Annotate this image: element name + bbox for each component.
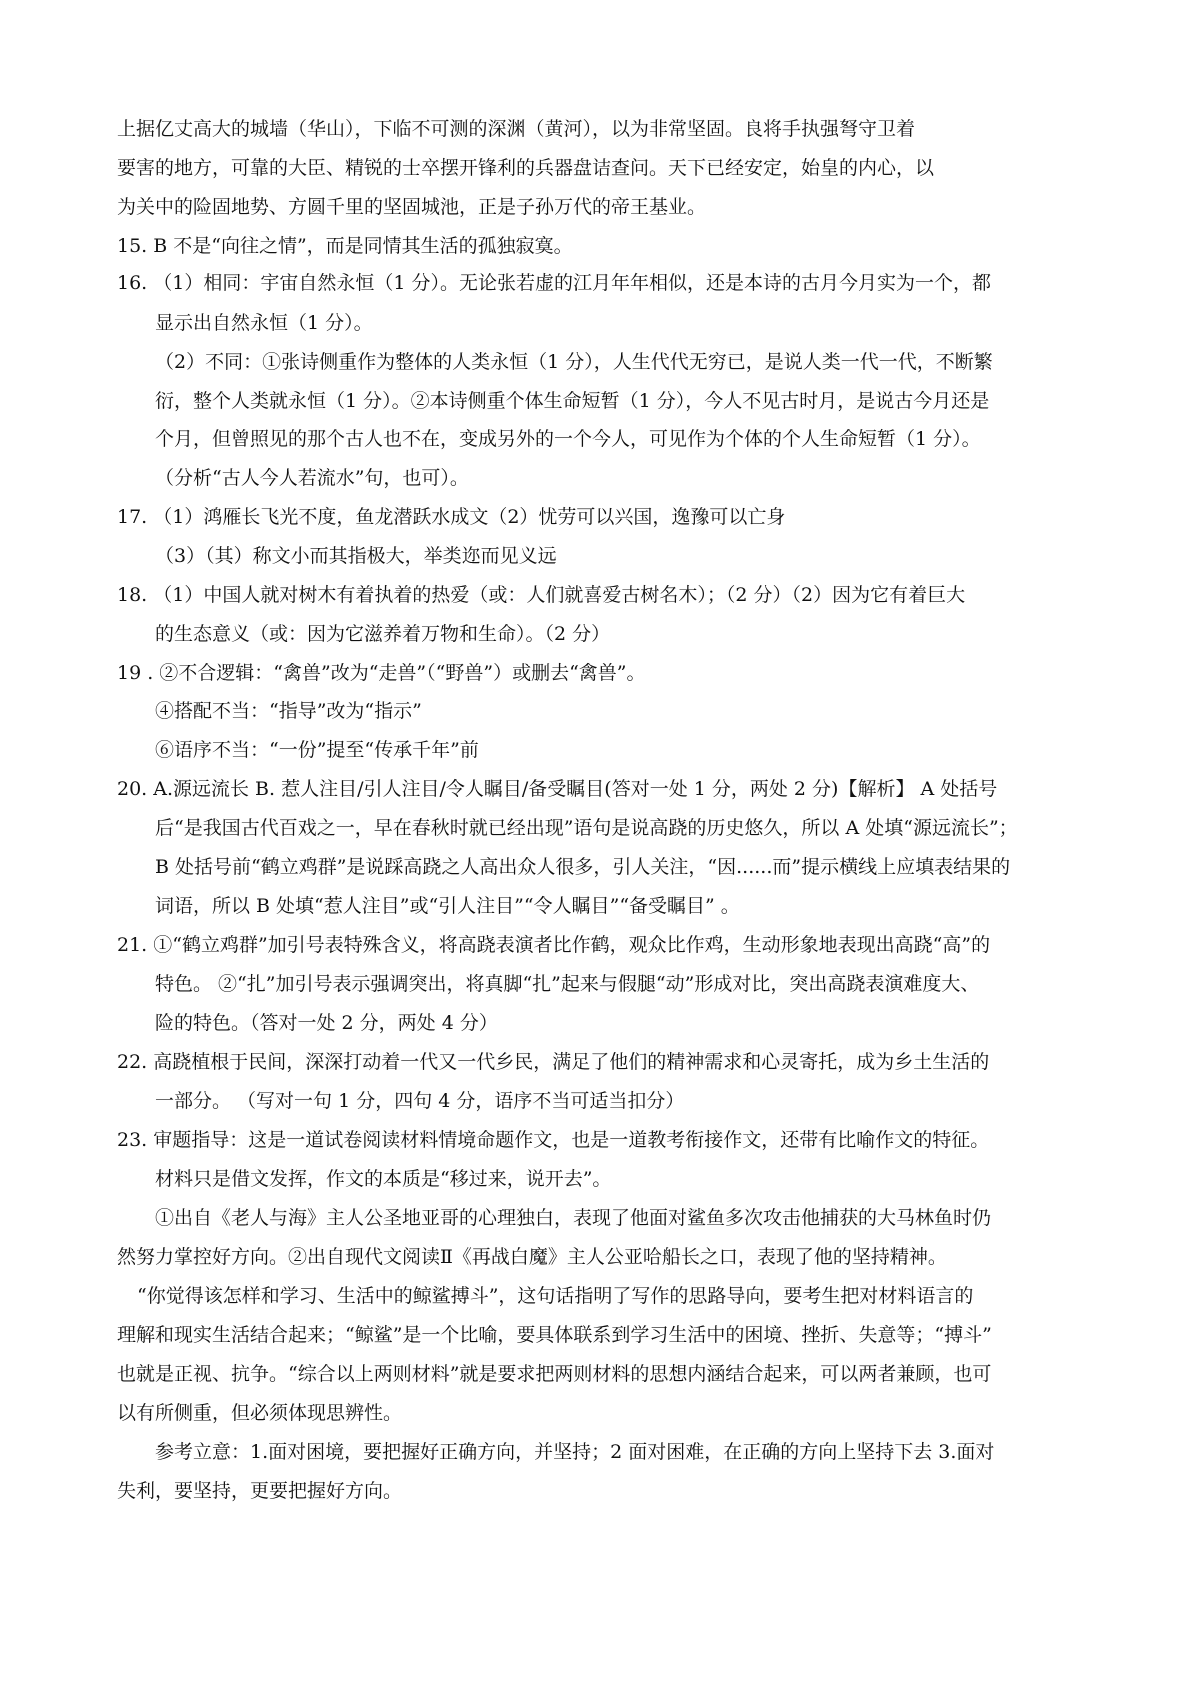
text-line: 22. 高跷植根于民间，深深打动着一代又一代乡民，满足了他们的精神需求和心灵寄托，成为乡土生活的 (117, 1051, 990, 1073)
text-line: 19 . ②不合逻辑：“禽兽”改为“走兽”（“野兽”）或删去“禽兽”。 (117, 662, 646, 684)
text-line: 然努力掌控好方向。②出自现代文阅读Ⅱ《再战白魔》主人公亚哈船长之口，表现了他的坚持精神。 (117, 1246, 947, 1268)
text-line: 23. 审题指导：这是一道试卷阅读材料情境命题作文，也是一道教考衔接作文，还带有比喻作文的特征。 (117, 1129, 990, 1151)
text-line: （3）（其）称文小而其指极大，举类迩而见义远 (155, 545, 557, 567)
text-line: 衍，整个人类就永恒（1 分）。②本诗侧重个体生命短暂（1 分），今人不见古时月，是说古今月还是 (155, 390, 990, 412)
text-line: 以有所侧重，但必须体现思辨性。 (117, 1402, 403, 1424)
text-line: 参考立意：1.面对困境，要把握好正确方向，并坚持；2 面对困难，在正确的方向上坚持下去 3.面对 (155, 1441, 995, 1463)
text-line: 要害的地方，可靠的大臣、精锐的士卒摆开锋利的兵器盘诘查问。天下已经安定，始皇的内心，以 (117, 157, 935, 179)
text-line: 后“是我国古代百戏之一，早在春秋时就已经出现”语句是说高跷的历史悠久，所以 A 处填“源远流长”； (155, 817, 1018, 839)
text-line: ①出自《老人与海》主人公圣地亚哥的心理独白，表现了他面对鲨鱼多次攻击他捕获的大马林鱼时仍 (155, 1207, 992, 1229)
text-line: 理解和现实生活结合起来；“鲸鲨”是一个比喻，要具体联系到学习生活中的困境、挫折、失意等；“搏斗” (117, 1324, 992, 1346)
text-line: 21. ①“鹤立鸡群”加引号表特殊含义，将高跷表演者比作鹤，观众比作鸡，生动形象地表现出高跷“高”的 (117, 934, 991, 956)
text-line: 险的特色。（答对一处 2 分，两处 4 分） (155, 1012, 498, 1034)
text-line: 也就是正视、抗争。“综合以上两则材料”就是要求把两则材料的思想内涵结合起来，可以两者兼顾，也可 (117, 1363, 992, 1385)
text-line: 特色。 ②“扎”加引号表示强调突出，将真脚“扎”起来与假腿“动”形成对比，突出高跷表演难度大、 (155, 973, 980, 995)
text-line: “你觉得该怎样和学习、生活中的鲸鲨搏斗”，这句话指明了写作的思路导向，要考生把对材料语言的 (137, 1285, 974, 1307)
text-line: 失利，要坚持，更要把握好方向。 (117, 1480, 403, 1502)
text-line: 16. （1）相同：宇宙自然永恒（1 分）。无论张若虚的江月年年相似，还是本诗的古月今月实为一个，都 (117, 272, 991, 294)
text-line: 词语，所以 B 处填“惹人注目”或“引人注目”“令人瞩目”“备受瞩目” 。 (155, 895, 740, 917)
text-line: 20. A.源远流长 B. 惹人注目/引人注目/令人瞩目/备受瞩目(答对一处 1 分，两处 2 分)【解析】 A 处括号 (117, 778, 998, 800)
text-line: 一部分。 （写对一句 1 分，四句 4 分，语序不当可适当扣分） (155, 1090, 685, 1112)
text-line: B 处括号前“鹤立鸡群”是说踩高跷之人高出众人很多，引人关注，“因......而”提示横线上应填表结果的 (155, 856, 1011, 878)
text-line: 15. B 不是“向往之情”，而是同情其生活的孤独寂寞。 (117, 235, 573, 257)
text-line: ⑥语序不当：“一份”提至“传承千年”前 (155, 739, 479, 761)
text-line: 个月，但曾照见的那个古人也不在，变成另外的一个今人，可见作为个体的个人生命短暂（1 分）。 (155, 428, 981, 450)
text-line: 上据亿丈高大的城墙（华山），下临不可测的深渊（黄河），以为非常坚固。良将手执强弩守卫着 (117, 118, 916, 140)
text-line: 显示出自然永恒（1 分）。 (155, 312, 373, 334)
text-line: 材料只是借文发挥，作文的本质是“移过来，说开去”。 (155, 1168, 612, 1190)
text-line: （2）不同：①张诗侧重作为整体的人类永恒（1 分），人生代代无穷已，是说人类一代一代，不断繁 (155, 351, 993, 373)
text-line: 17. （1）鸿雁长飞光不度，鱼龙潜跃水成文（2）忧劳可以兴国，逸豫可以亡身 (117, 506, 786, 528)
text-line: ④搭配不当：“指导”改为“指示” (155, 700, 422, 722)
text-line: 18. （1）中国人就对树木有着执着的热爱（或：人们就喜爱古树名木）；（2 分）（2）因为它有着巨大 (117, 584, 966, 606)
text-line: 为关中的险固地势、方圆千里的坚固城池，正是子孙万代的帝王基业。 (117, 196, 707, 218)
text-line: 的生态意义（或：因为它滋养着万物和生命）。（2 分） (155, 623, 611, 645)
text-line: （分析“古人今人若流水”句，也可）。 (155, 467, 469, 489)
